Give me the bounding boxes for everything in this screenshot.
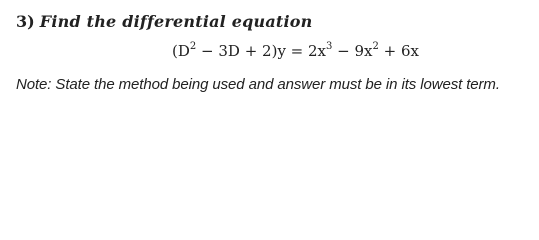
differential-equation <box>172 41 419 61</box>
document-page <box>0 0 539 112</box>
equation-lhs-exponent: 2 <box>189 41 197 52</box>
equation-rhs-end: + 6x <box>378 42 419 60</box>
question-text: Find the differential equation <box>39 12 313 31</box>
equation-lhs-start: (D <box>172 42 190 60</box>
instruction-note: Note: State the method being used and answer must be in its lowest term. <box>16 76 500 93</box>
equation-rhs-exponent-1: 3 <box>326 41 333 52</box>
equation-rhs-exponent-2: 2 <box>372 41 379 52</box>
question-heading <box>16 12 312 32</box>
equation-lhs-end: − 3D + 2)y = 2x <box>196 42 327 60</box>
question-number: 3) <box>16 12 35 31</box>
equation-rhs-middle: − 9x <box>332 42 373 60</box>
